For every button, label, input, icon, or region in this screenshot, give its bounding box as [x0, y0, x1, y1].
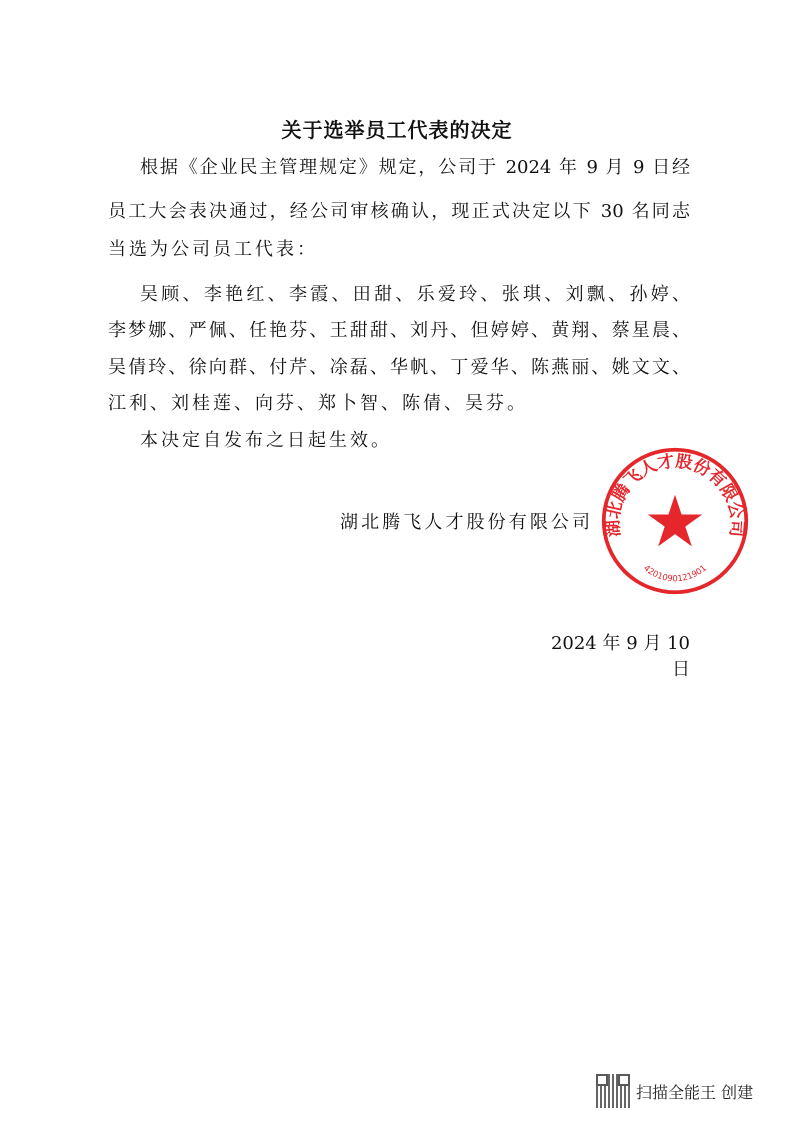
- seal-code: 4201090121901: [641, 562, 709, 584]
- names-line: 李梦娜、严佩、任艳芬、王甜甜、刘丹、但婷婷、黄翔、蔡星晨、: [108, 320, 690, 341]
- paragraph-line: 根据《企业民主管理规定》规定，公司于 2024 年 9 月 9 日经: [140, 157, 690, 178]
- star-icon: [648, 495, 702, 547]
- company-seal: [600, 446, 750, 596]
- scanner-watermark: [596, 1074, 753, 1108]
- names-line: 江利、刘桂莲、向芬、郑卜智、陈倩、吴芬。: [108, 393, 528, 414]
- paragraph-line: 当选为公司员工代表：: [108, 239, 318, 260]
- watermark-label: 扫描全能王 创建: [636, 1082, 754, 1102]
- names-line: 吴顾、李艳红、李霞、田甜、乐爱玲、张琪、刘飘、孙婷、: [140, 284, 690, 305]
- paragraph-line: 员工大会表决通过，经公司审核确认，现正式决定以下 30 名同志: [108, 201, 690, 222]
- company-signature: 湖北腾飞人才股份有限公司: [340, 512, 590, 533]
- qr-code-icon: [596, 1074, 630, 1108]
- effective-statement: 本决定自发布之日起生效。: [140, 430, 392, 451]
- document-title: 关于选举员工代表的决定: [281, 118, 513, 142]
- document-date: 2024 年 9 月 10 日: [550, 633, 690, 680]
- names-line: 吴倩玲、徐向群、付芹、凃磊、华帆、丁爱华、陈燕丽、姚文文、: [108, 357, 690, 378]
- seal-name: 湖北腾飞人才股份有限公司: [602, 450, 748, 538]
- svg-text:4201090121901: [642, 563, 708, 584]
